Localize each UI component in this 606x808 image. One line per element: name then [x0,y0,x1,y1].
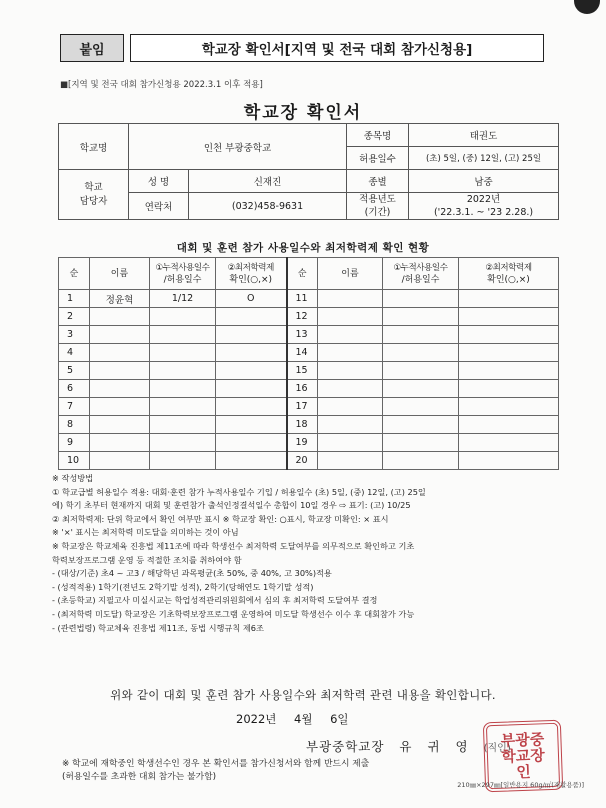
row-name [90,308,150,326]
row-days-right [383,380,459,398]
row-name-right [318,326,383,344]
row-days-right [383,416,459,434]
usage-table [58,257,559,470]
row-no: 2 [59,308,90,326]
scan-corner-mark [574,0,600,14]
row-days [150,344,216,362]
header-days-right [383,258,459,290]
header-name: 이름 [90,258,150,290]
row-days: 1/12 [150,290,216,308]
instruction-line: - (성적적용) 1학기(전년도 2학기말 성적), 2학기(당해연도 1학기말 성적) [52,581,314,592]
row-days-right [383,362,459,380]
header-check-line1: ②최저학력제 [227,262,274,273]
row-check-right [459,362,559,380]
row-no-right: 14 [287,344,318,362]
manager-label-line1: 학교 [84,181,103,193]
row-check-right [459,434,559,452]
row-name [90,344,150,362]
row-no: 10 [59,452,90,470]
row-name-right [318,452,383,470]
header-no-right: 순 [287,258,318,290]
row-check [216,362,287,380]
row-days [150,326,216,344]
row-name-right [318,362,383,380]
attachment-badge: 붙임 [60,34,124,62]
writing-instructions [52,472,562,635]
principal-signature-line [306,737,511,755]
row-no-right: 17 [287,398,318,416]
instruction-line: - (관련법령) 학교체육 진흥법 제11조, 동법 시행규칙 제6조 [52,622,264,633]
row-name [90,452,150,470]
row-no: 9 [59,434,90,452]
row-no: 5 [59,362,90,380]
manager-label-line2: 담당자 [79,195,108,207]
instruction-line: - (초등학교) 지필고사 미실시교는 학업성적관리위원회에서 심의 후 최저학력 도달여부 결정 [52,595,378,606]
table-row [59,326,559,344]
row-name: 정윤혁 [90,290,150,308]
year-label-line2: (기간) [364,207,391,218]
table-row [59,452,559,470]
row-name [90,362,150,380]
contact-value: (032)458-9631 [189,193,347,220]
event-label: 종목명 [347,124,409,147]
manager-label [59,170,129,220]
row-name-right [318,290,383,308]
footer-line: (허용일수를 초과한 대회 참가는 불가함) [62,772,217,782]
year-label [347,193,409,220]
row-days-right [383,434,459,452]
row-check-right [459,290,559,308]
instruction-line: ※ 학교장은 학교체육 진흥법 제11조에 따라 학생선수 최저학력 도달여부를 의무적으로 확인하고 기초 [52,540,415,551]
year-label-line1: 적용년도 [359,194,396,205]
header-days [150,258,216,290]
row-no: 1 [59,290,90,308]
row-days-right [383,290,459,308]
row-check [216,452,287,470]
signer-name: 부광중학교장 유 귀 영 [306,739,469,754]
row-check [216,416,287,434]
paper-size-note: 210㎜×297㎜[일반용지 60g/㎡(재활용품)] [457,781,584,789]
usage-section-title: 대회 및 훈련 참가 사용일수와 최저학력제 확인 현황 [176,242,430,254]
row-check-right [459,398,559,416]
table-row [59,308,559,326]
school-label: 학교명 [59,124,129,170]
header-days-right-line1: ①누적사용일수 [393,262,448,273]
row-days [150,452,216,470]
row-check: O [216,290,287,308]
header-no: 순 [59,258,90,290]
row-no: 4 [59,344,90,362]
category-label: 종별 [347,170,409,193]
row-days [150,398,216,416]
category-value: 남중 [409,170,559,193]
year-value-line2: ('22.3.1. ~ '23 2.28.) [433,207,534,218]
row-name-right [318,416,383,434]
seal-suffix: (직인) [483,743,511,754]
row-no-right: 20 [287,452,318,470]
header-check-line2: 확인(○,×) [229,274,273,285]
event-value: 태권도 [409,124,559,147]
row-name-right [318,434,383,452]
row-days-right [383,308,459,326]
table-row [59,398,559,416]
usage-table-body [59,290,559,470]
usage-header-row [59,258,559,290]
year-value [409,193,559,220]
row-days [150,434,216,452]
row-name [90,326,150,344]
row-days [150,308,216,326]
row-name-right [318,398,383,416]
name-value: 신재진 [189,170,347,193]
row-name [90,398,150,416]
table-row [59,344,559,362]
contact-label: 연락처 [129,193,189,220]
header-name-right: 이름 [318,258,383,290]
header-check-right-line2: 확인(○,×) [487,274,530,285]
header-days-right-line2: /허용일수 [401,274,440,285]
row-days-right [383,398,459,416]
row-no-right: 19 [287,434,318,452]
instruction-line: ※ 작성방법 [52,473,94,483]
instruction-line: - (대상/기준) 초4 ~ 고3 / 해당학년 과목평균(초 50%, 중 40%, 고 30%)적용 [52,568,332,579]
instruction-line: ※ '×' 표시는 최저학력 미도달을 의미하는 것이 아님 [52,527,239,538]
row-days-right [383,452,459,470]
row-check-right [459,308,559,326]
row-check [216,308,287,326]
row-no-right: 15 [287,362,318,380]
row-no-right: 16 [287,380,318,398]
row-no-right: 13 [287,326,318,344]
header-check-right-line1: ②최저학력제 [485,262,532,273]
row-check-right [459,326,559,344]
row-check-right [459,344,559,362]
row-days-right [383,344,459,362]
school-value: 인천 부광중학교 [129,124,347,170]
row-check [216,434,287,452]
year-value-line1: 2022년 [466,194,501,205]
row-check-right [459,416,559,434]
header-days-line1: ①누적사용일수 [155,262,210,273]
row-no-right: 12 [287,308,318,326]
row-check [216,344,287,362]
row-days-right [383,326,459,344]
form-banner-title: 학교장 확인서[지역 및 전국 대회 참가신청용] [130,34,544,62]
row-name-right [318,380,383,398]
row-name-right [318,344,383,362]
row-check [216,326,287,344]
row-no: 8 [59,416,90,434]
row-no: 3 [59,326,90,344]
row-check [216,398,287,416]
table-row [59,290,559,308]
row-check-right [459,380,559,398]
row-name [90,380,150,398]
row-no: 6 [59,380,90,398]
header-days-line2: /허용일수 [163,274,202,285]
row-name-right [318,308,383,326]
row-no: 7 [59,398,90,416]
submission-footer-note [62,758,369,784]
allowed-days-value: (초) 5일, (중) 12일, (고) 25일 [409,147,559,170]
table-row [59,380,559,398]
row-days [150,380,216,398]
instruction-line: ① 학교급별 허용일수 적용: 대회·훈련 참가 누적사용일수 기입 / 허용일수 (초) 5일, (중) 12일, (고) 25일 [52,486,426,497]
header-check [216,258,287,290]
issue-date: 2022년 4월 6일 [236,712,349,726]
instruction-line: - (최저학력 미도달) 학교장은 기초학력보장프로그램 운영하여 미도달 학생선수 이수 후 대회참가 가능 [52,608,415,619]
name-label: 성 명 [129,170,189,193]
allowed-days-label: 허용일수 [347,147,409,170]
row-no-right: 11 [287,290,318,308]
row-days [150,416,216,434]
row-days [150,362,216,380]
header-check-right [459,258,559,290]
table-row [59,434,559,452]
school-info-table [58,123,559,220]
applicability-note: ■[지역 및 전국 대회 참가신청용 2022.3.1 이후 적용] [60,80,263,90]
seal-text: 부광중학교장인 [500,730,546,782]
table-row [59,416,559,434]
confirmation-statement: 위와 같이 대회 및 훈련 참가 사용일수와 최저학력 관련 내용을 확인합니다. [110,688,496,702]
document-title: 학교장 확인서 [243,103,363,123]
instruction-line: 에) 학기 초부터 현재까지 대회 및 훈련참가 출석인정결석일수 총합이 10일 경우 ⇨ 표기: (고) 10/25 [52,500,411,511]
row-check-right [459,452,559,470]
row-name [90,416,150,434]
footer-line: ※ 학교에 재학중인 학생선수인 경우 본 확인서를 참가신청서와 함께 반드시 제출 [62,759,370,769]
row-no-right: 18 [287,416,318,434]
instruction-line: ② 최저학력제: 단위 학교에서 확인 여부만 표시 ※ 학교장 확인: ○표시, 학교장 미확인: × 표시 [52,513,389,524]
row-name [90,434,150,452]
table-row [59,362,559,380]
row-check [216,380,287,398]
instruction-line: 학력보장프로그램 운영 등 적절한 조치를 취하여야 함 [52,554,242,565]
